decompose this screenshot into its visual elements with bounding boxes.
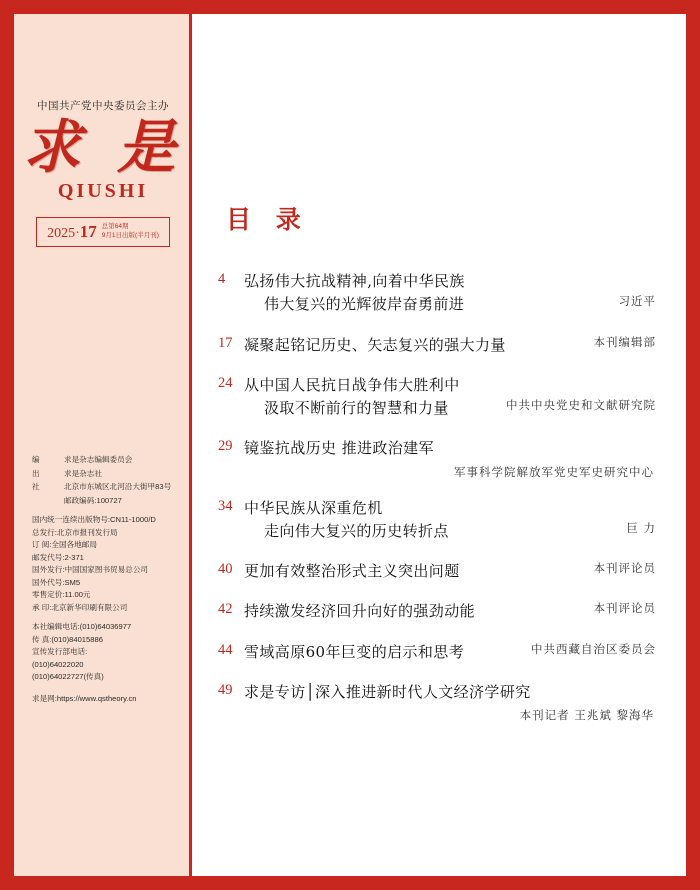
issue-year: 2025 [47,225,76,241]
imprint-value: 求是杂志编辑委员会 [64,455,133,464]
masthead [14,14,192,247]
issue-number: 17 [79,221,97,241]
imprint-line: 承 印:北京新华印刷有限公司 [32,602,128,612]
toc-title-line[interactable] [244,334,656,357]
imprint-line: 国内统一连续出版物号:CN11-1000/D [32,515,156,525]
list-item[interactable] [218,641,656,664]
imprint-line: 宣传发行部电话: [32,647,88,657]
magazine-logo-pinyin: QIUSHI [57,179,149,202]
list-item[interactable] [218,497,656,544]
imprint-line: 订 阅:全国各地邮局 [32,540,97,550]
list-item[interactable] [218,437,656,479]
imprint-line: (010)64022727(传真) [32,672,104,682]
toc-title-line[interactable] [264,293,656,316]
list-item[interactable] [218,270,656,317]
imprint-value: 北京市东城区北河沿大街甲83号 [64,482,172,492]
imprint-contact-block [32,621,184,684]
toc-entry-body [244,681,656,723]
imprint-row [32,454,184,467]
issue-badge [36,217,170,247]
toc-title-line[interactable]: 弘扬伟大抗战精神,向着中华民族 [244,272,465,290]
imprint-line: 国外代号:SM5 [32,577,81,587]
website-line[interactable]: 求是网:https://www.qstheory.cn [32,693,137,703]
toc-entry-body [244,641,656,664]
toc-author: 本刊编辑部 [593,334,656,349]
list-item[interactable] [218,374,656,421]
toc-title-line[interactable] [244,560,656,583]
toc-page-number[interactable]: 4 [218,271,226,287]
toc-entry-body [244,270,656,317]
magazine-logo-chinese: 求 是 [22,113,184,181]
toc-entry-body [244,560,656,583]
imprint-line: 邮发代号:2-371 [32,552,84,562]
issue-note-line1: 总第64期 [101,223,129,231]
toc-title-text: 汲取不断前行的智慧和力量 [264,399,449,417]
imprint-key: 编 [32,455,43,464]
imprint-line: 本社编辑电话:(010)64036977 [32,622,132,632]
toc-title-line[interactable] [264,520,656,543]
toc-title-text: 更加有效整治形式主义突出问题 [244,562,460,580]
contents-right-panel [192,14,686,876]
page-inner [14,14,686,876]
toc-author: 军事科学院解放军党史军史研究中心 [454,464,654,479]
toc-page-number[interactable]: 24 [218,374,233,391]
imprint-key: 社 [32,482,43,492]
toc-title-line[interactable]: 中华民族从深重危机 [244,498,383,517]
toc-title-text: 持续激发经济回升向好的强劲动能 [244,602,476,621]
issue-note [102,223,159,241]
imprint-line: 零售定价:11.00元 [32,590,91,600]
toc-title-text: 雪域高原60年巨变的启示和思考 [244,642,465,661]
toc-title-line[interactable] [244,641,656,664]
toc-author: 习近平 [618,294,656,309]
imprint-line: 传 真:(010)84015886 [32,634,103,644]
imprint-row [32,495,184,508]
issue-dot: · [75,225,80,241]
imprint-row [32,481,184,494]
imprint-block [32,454,184,705]
list-item[interactable] [218,600,656,623]
toc-page-number[interactable]: 44 [218,641,233,658]
page-title: 目 录 [226,205,309,234]
toc-entry-body [244,374,656,421]
issue-number-text [47,222,97,242]
toc-author: 本刊评论员 [593,561,656,575]
list-item[interactable] [218,334,656,357]
toc-page-number[interactable]: 29 [218,438,233,455]
toc-page-number[interactable]: 34 [218,497,233,514]
toc-title-line[interactable]: 求是专访│深入推进新时代人文经济学研究 [244,682,531,701]
toc-title-line[interactable]: 镜鉴抗战历史 推进政治建军 [244,439,434,458]
toc-author: 中共中央党史和文献研究院 [506,398,656,412]
toc-author: 本刊记者 王兆斌 黎海华 [519,708,654,722]
toc-title-line[interactable]: 从中国人民抗日战争伟大胜利中 [244,375,460,394]
imprint-value: 邮政编码:100727 [64,495,122,505]
imprint-line: 国外发行:中国国家图书贸易总公司 [32,565,149,575]
imprint-distribution-block [32,514,184,614]
imprint-row [32,468,184,481]
toc-entry-body [244,334,656,357]
toc-list [192,270,686,723]
toc-title-text: 走向伟大复兴的历史转折点 [264,521,449,540]
issue-note-line2: 9月1日出版(半月刊) [101,231,159,239]
toc-page-number[interactable]: 42 [218,601,233,618]
toc-title-text: 伟大复兴的光辉彼岸奋勇前进 [264,295,465,314]
toc-title-line[interactable] [264,397,656,420]
toc-entry-body [244,437,656,479]
sponsor-line: 中国共产党中央委员会主办 [37,100,169,112]
imprint-line: 总发行:北京市报刊发行局 [32,527,118,537]
toc-author: 巨 力 [626,520,656,535]
cover-left-panel [14,14,192,876]
toc-title-text: 凝聚起铭记历史、矢志复兴的强大力量 [244,335,506,354]
imprint-value: 求是杂志社 [64,468,102,478]
toc-entry-body [244,600,656,623]
list-item[interactable] [218,560,656,583]
imprint-key: 出 [32,468,43,478]
toc-page-number[interactable]: 40 [218,561,233,577]
toc-title-line[interactable] [244,600,656,623]
toc-author: 中共西藏自治区委员会 [531,641,656,656]
list-item[interactable] [218,681,656,723]
toc-entry-body [244,497,656,544]
toc-page-number[interactable]: 49 [218,681,233,698]
imprint-line: (010)64022020 [32,659,84,669]
imprint-key [32,495,64,508]
toc-author: 本刊评论员 [593,601,656,616]
toc-page-number[interactable]: 17 [218,334,233,351]
